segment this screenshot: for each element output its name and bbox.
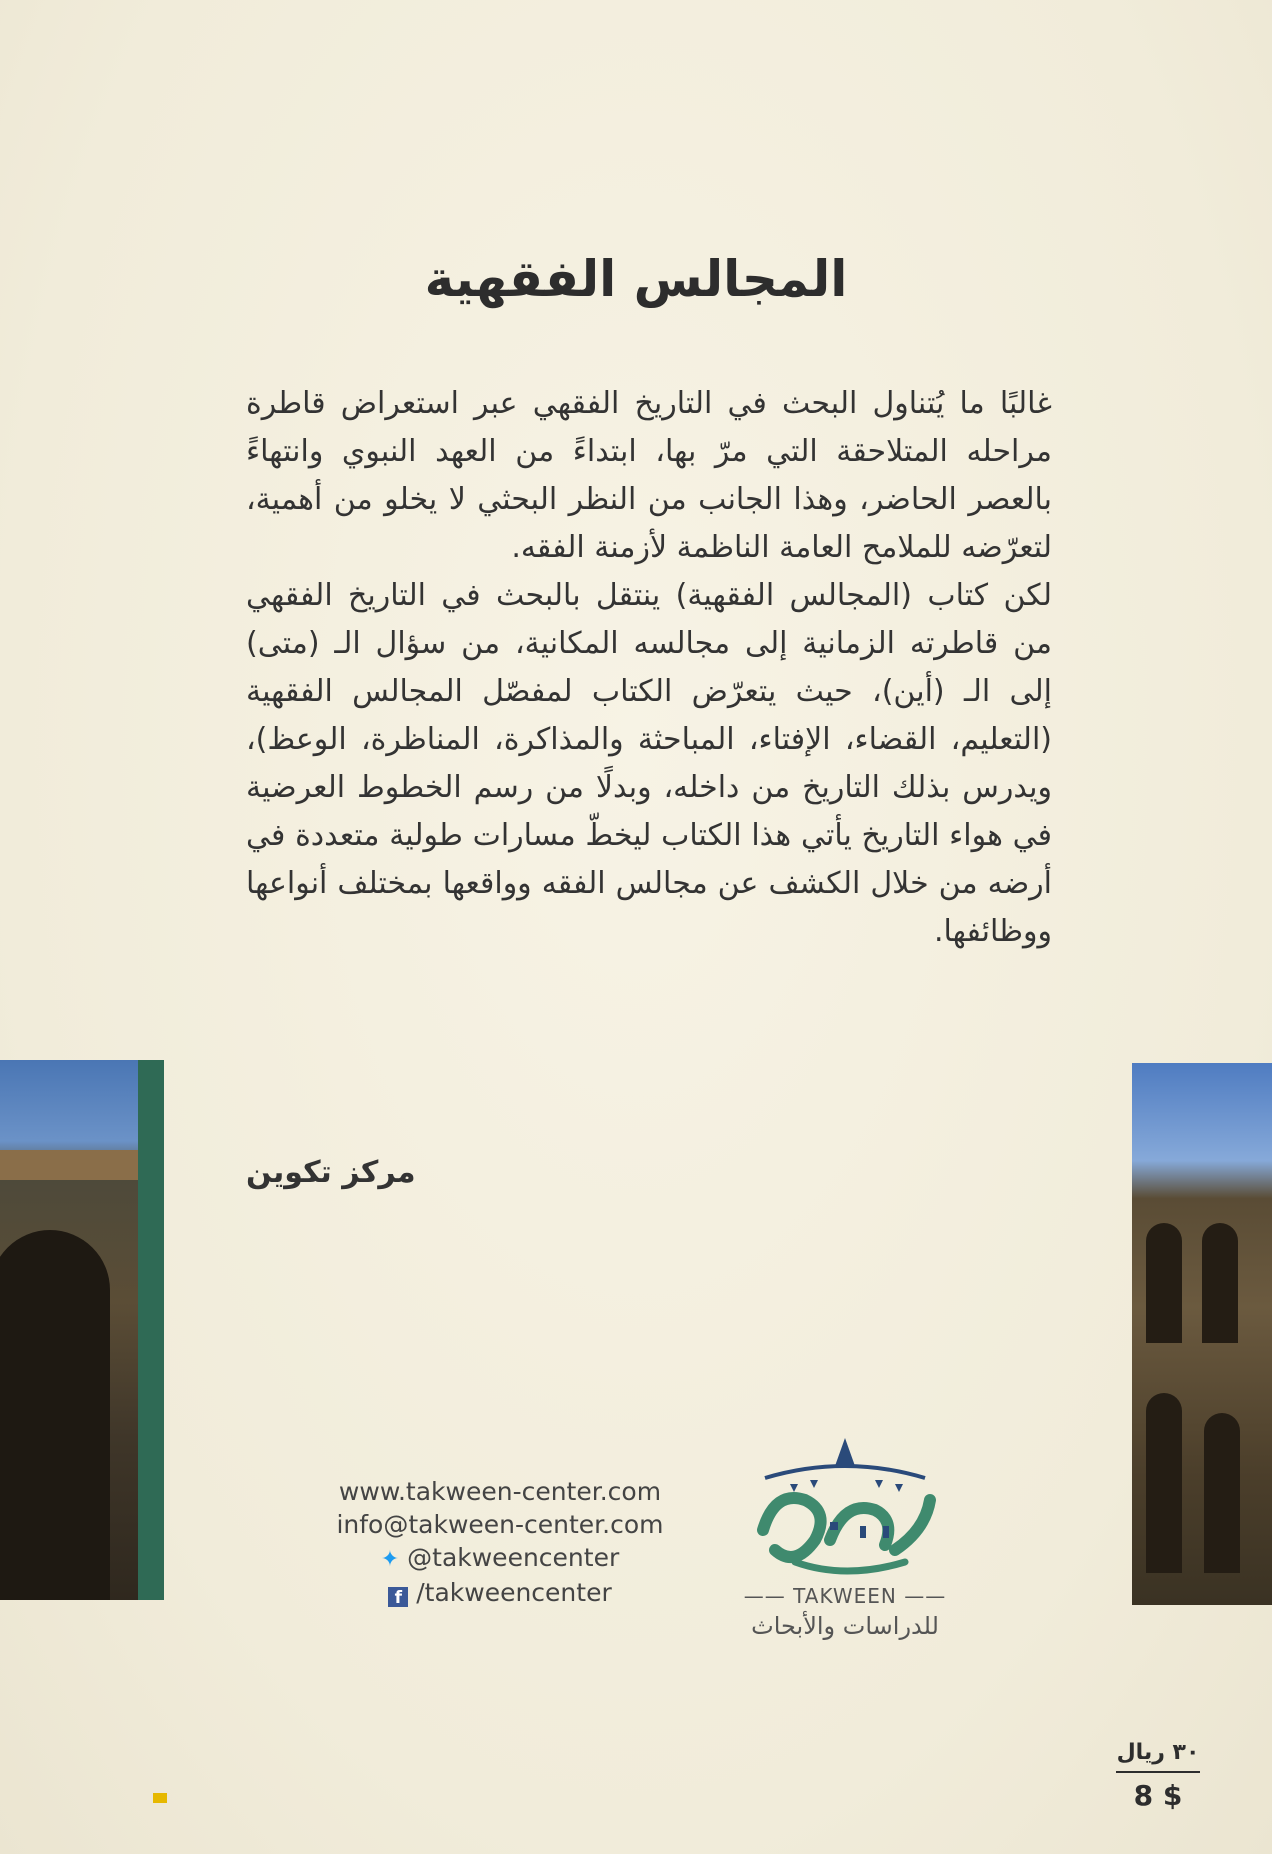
facebook-icon: f <box>388 1587 408 1607</box>
twitter-handle: @takweencenter <box>407 1543 620 1572</box>
right-architecture-photo <box>1132 1063 1272 1605</box>
twitter-link[interactable] <box>310 1541 690 1576</box>
accent-bar <box>138 1060 164 1600</box>
takween-logo-icon <box>735 1430 955 1580</box>
book-description <box>246 380 1052 956</box>
price-usd: 8 $ <box>1133 1779 1183 1812</box>
logo-english-name: —— TAKWEEN —— <box>743 1584 947 1608</box>
takween-logo <box>730 1430 960 1650</box>
price-local: ٣٠ ريال <box>1116 1740 1200 1773</box>
description-paragraph-2: لكن كتاب (المجالس الفقهية) ينتقل بالبحث في التاريخ الفقهي من قاطرته الزمانية إلى مجالسه المكانية، من سؤال الـ (متى) إلى الـ (أين)، حيث يتعرّض الكتاب لمفصّل المجالس الفقهية (التعليم، القضاء، الإفتاء، المباحثة والمذاكرة، المناظرة، الوعظ)، ويدرس بذلك التاريخ من داخله، وبدلًا من رسم الخطوط العرضية في هواء التاريخ يأتي هذا الكتاب ليخطّ مسارات طولية متعددة في أرضه من خلال الكشف عن مجالس الفقه وواقعها بمختلف أنواعها ووظائفها. <box>246 578 1052 949</box>
logo-arabic-tagline: للدراسات والأبحاث <box>751 1612 939 1640</box>
book-title: المجالس الفقهية <box>424 250 848 308</box>
description-paragraph-1: غالبًا ما يُتناول البحث في التاريخ الفقهي عبر استعراض قاطرة مراحله المتلاحقة التي مرّ بها، ابتداءً من العهد النبوي وانتهاءً بالعصر الحاضر، وهذا الجانب من النظر البحثي لا يخلو من أهمية، لتعرّضه للملامح العامة الناظمة لأزمنة الفقه. <box>246 386 1052 565</box>
email-link[interactable]: info@takween-center.com <box>336 1510 664 1539</box>
twitter-icon: ✦ <box>380 1547 400 1572</box>
left-architecture-photo <box>0 1060 138 1600</box>
facebook-handle: /takweencenter <box>416 1578 612 1607</box>
facebook-link[interactable] <box>310 1576 690 1609</box>
designer-credit-mark <box>150 1793 167 1803</box>
price-tag <box>1116 1740 1200 1812</box>
contact-info <box>310 1475 690 1609</box>
designer-logo-icon <box>153 1793 167 1803</box>
website-link[interactable]: www.takween-center.com <box>338 1477 662 1506</box>
publisher-signature: مركز تكوين <box>246 1155 416 1190</box>
